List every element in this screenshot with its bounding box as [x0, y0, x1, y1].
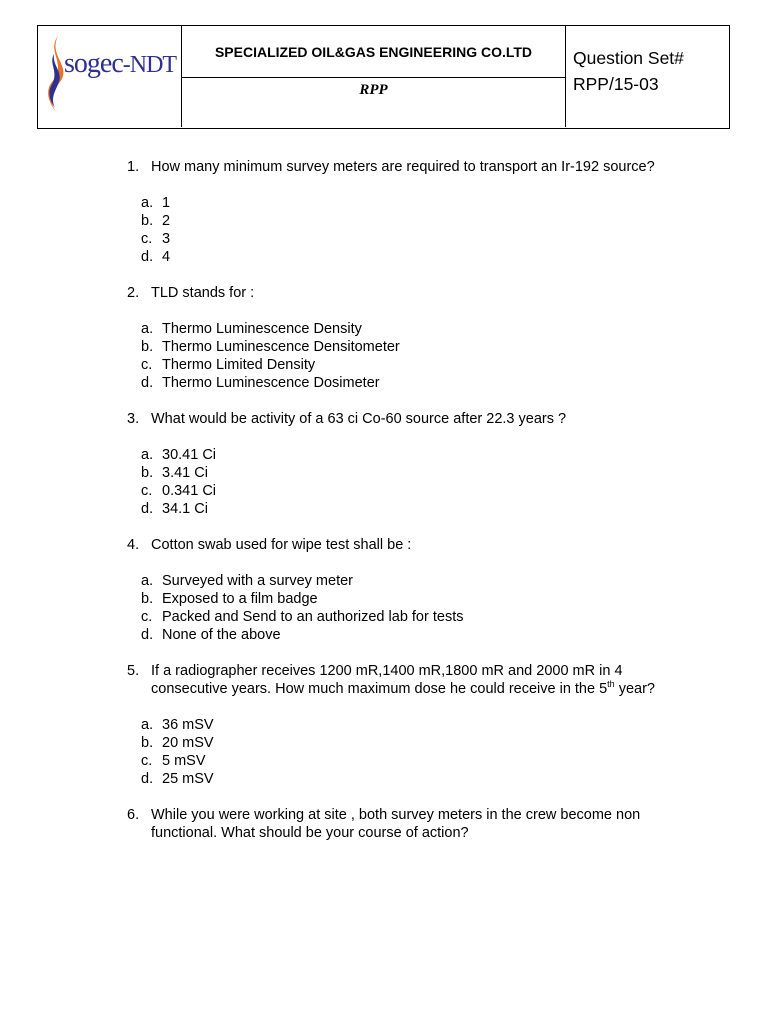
question-list: [127, 158, 687, 860]
company-name: SPECIALIZED OIL&GAS ENGINEERING CO.LTD: [182, 26, 566, 78]
question-set-cell: [566, 26, 728, 127]
question-1: [127, 158, 687, 176]
company-logo: [42, 30, 178, 122]
question-set-value: RPP/15-03: [573, 74, 659, 94]
question-number: 5.: [127, 663, 140, 679]
options-1: [127, 194, 687, 266]
option-item: a. 36 mSV: [141, 717, 214, 733]
question-3: [127, 410, 687, 428]
option-item: d. Thermo Luminescence Dosimeter: [141, 375, 380, 391]
option-item: c. 0.341 Ci: [141, 483, 217, 499]
option-item: c. 5 mSV: [141, 753, 206, 769]
option-item: a. Surveyed with a survey meter: [141, 573, 353, 589]
question-number: 2.: [127, 285, 140, 301]
option-item: d. 34.1 Ci: [141, 501, 208, 517]
document-subtitle: RPP: [182, 78, 566, 127]
question-text: TLD stands for :: [151, 285, 255, 301]
question-text: Cotton swab used for wipe test shall be :: [151, 537, 412, 553]
logo-cell: [38, 26, 182, 127]
question-2: [127, 284, 687, 302]
question-set-label: Question Set#: [573, 48, 684, 68]
option-item: c. 3: [141, 231, 171, 247]
question-text: If a radiographer receives 1200 mR,1400 mR,1800 mR and 2000 mR in 4 consecutive years. How much maximum dose he could receive in the 5th year?: [151, 663, 655, 697]
option-item: d. None of the above: [141, 627, 281, 643]
question-text: What would be activity of a 63 ci Co-60 source after 22.3 years ?: [151, 411, 567, 427]
option-item: b. 20 mSV: [141, 735, 214, 751]
options-4: [127, 572, 687, 644]
option-item: b. Thermo Luminescence Densitometer: [141, 339, 400, 355]
options-3: [127, 446, 687, 518]
option-item: a. 30.41 Ci: [141, 447, 217, 463]
document-header: [37, 25, 730, 129]
question-number: 4.: [127, 537, 140, 553]
option-item: c. Packed and Send to an authorized lab for tests: [141, 609, 464, 625]
option-item: c. Thermo Limited Density: [141, 357, 316, 373]
option-item: d. 25 mSV: [141, 771, 214, 787]
question-text: While you were working at site , both survey meters in the crew become non functional. What should be your course of action?: [151, 807, 641, 841]
question-number: 3.: [127, 411, 140, 427]
options-5: [127, 716, 687, 788]
option-item: a. 1: [141, 195, 171, 211]
question-number: 1.: [127, 159, 140, 175]
option-item: d. 4: [141, 249, 171, 265]
question-text: How many minimum survey meters are required to transport an Ir-192 source?: [151, 159, 655, 175]
question-4: [127, 536, 687, 554]
option-item: b. 3.41 Ci: [141, 465, 208, 481]
question-6: [127, 806, 687, 842]
question-number: 6.: [127, 807, 140, 823]
logo-wordmark: sogec-NDT: [64, 48, 177, 79]
option-item: b. Exposed to a film badge: [141, 591, 318, 607]
option-item: a. Thermo Luminescence Density: [141, 321, 362, 337]
question-5: [127, 662, 687, 698]
option-item: b. 2: [141, 213, 171, 229]
options-2: [127, 320, 687, 392]
